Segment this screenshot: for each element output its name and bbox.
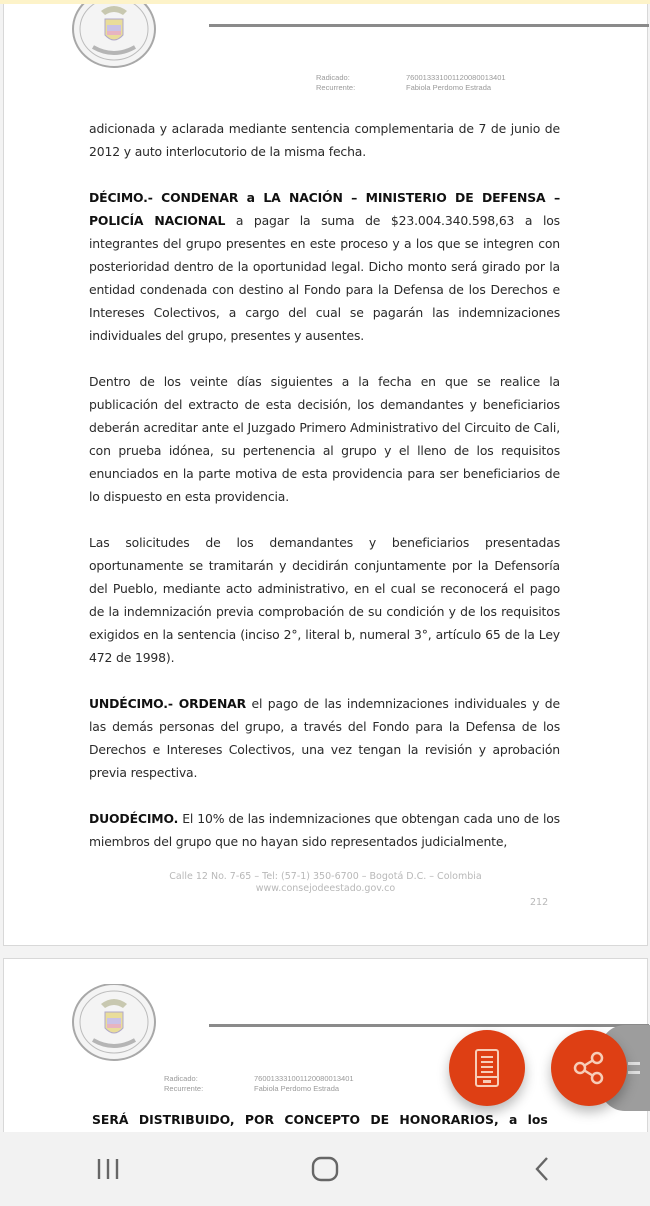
paragraph-heading: DUODÉCIMO. — [89, 811, 179, 826]
system-navigation-bar — [0, 1132, 650, 1206]
seal-logo — [71, 984, 157, 1064]
handle-grip-icon — [628, 1062, 640, 1065]
radicado-label: Radicado: — [316, 73, 350, 82]
page-number: 212 — [530, 897, 549, 908]
radicado-value: 760013331001120080013401 — [406, 73, 506, 82]
recent-apps-icon — [95, 1157, 121, 1181]
paragraph-duodecimo — [89, 807, 560, 853]
back-button[interactable] — [512, 1149, 572, 1189]
paragraph: adicionada y aclarada mediante sentencia complementaria de 7 de junio de 2012 y auto interlocutorio de la misma fecha. — [89, 121, 560, 159]
recurrente-value: Fabiola Perdomo Estrada — [254, 1084, 340, 1093]
paragraph-text: El 10% de las indemnizaciones que obtengan cada uno de los miembros del grupo que no hayan sido representados judicialmente, — [89, 811, 560, 849]
paragraph: Las solicitudes de los demandantes y beneficiarios presentadas oportunamente se tramitarán y decidirán conjuntamente por la Defensoría del Pueblo, mediante acto administrativo, en el cual se reconocerá el pago de la indemnización previa comprobación de su condición y de los requisitos exigidos en la sentencia (inciso 2°, literal b, numeral 3°, artículo 65 de la Ley 472 de 1998). — [89, 535, 560, 665]
share-icon — [571, 1050, 607, 1086]
paragraph-text: a pagar la suma de $23.004.340.598,63 a los integrantes del grupo presentes en este proceso y a los que se integren con posterioridad dentro de la oportunidad legal. Dicho monto será girado por la entidad condenada con destino al Fondo para la Defensa de los Derechos e Intereses Colectivos, a cargo del cual se pagarán las indemnizaciones individuales del grupo, presentes y ausentes. — [89, 213, 560, 343]
radicado-value: 760013331001120080013401 — [254, 1074, 354, 1083]
document-body — [89, 117, 560, 876]
header-rule — [209, 24, 649, 27]
radicado-label: Radicado: — [164, 1074, 198, 1083]
back-icon — [532, 1155, 552, 1183]
paragraph-heading: DÉCIMO.- CONDENAR a LA NACIÓN – MINISTERIO DE DEFENSA – POLICÍA NACIONAL — [89, 190, 560, 228]
footer-address: Calle 12 No. 7-65 – Tel: (57-1) 350-6700 – Bogotá D.C. – Colombia — [169, 871, 482, 882]
paragraph-undecimo — [89, 692, 560, 784]
next-page-text: SERÁ DISTRIBUIDO, POR CONCEPTO DE HONORARIOS, a los — [92, 1112, 548, 1127]
home-button[interactable] — [295, 1149, 355, 1189]
recurrente-label: Recurrente: — [164, 1084, 204, 1093]
header-rule — [209, 1024, 649, 1027]
share-button[interactable] — [551, 1030, 627, 1106]
paragraph-decimo — [89, 186, 560, 347]
status-strip — [0, 0, 650, 4]
paragraph-heading: UNDÉCIMO.- ORDENAR — [89, 696, 246, 711]
recurrente-value: Fabiola Perdomo Estrada — [406, 83, 492, 92]
footer-website: www.consejodeestado.gov.co — [255, 883, 396, 894]
recent-apps-button[interactable] — [78, 1149, 138, 1189]
case-header-next — [164, 1074, 354, 1094]
home-icon — [311, 1156, 339, 1182]
reader-mode-icon — [472, 1048, 502, 1088]
recurrente-label: Recurrente: — [316, 83, 356, 92]
reader-mode-button[interactable] — [449, 1030, 525, 1106]
paragraph: Dentro de los veinte días siguientes a la fecha en que se realice la publicación del extracto de esta decisión, los demandantes y beneficiarios deberán acreditar ante el Juzgado Primero Administrativo del Circuito de Cali, con prueba idónea, su pertenencia al grupo y el lleno de los requisitos enunciados en la parte motiva de esta providencia para ser beneficiarios de lo dispuesto en esta providencia. — [89, 374, 560, 504]
handle-grip-icon — [628, 1071, 640, 1074]
paragraph-text: el pago de las indemnizaciones individuales y de las demás personas del grupo, a través del Fondo para la Defensa de los Derechos e Intereses Colectivos, una vez tengan la revisión y aprobación previa respectiva. — [89, 696, 561, 780]
case-header — [316, 73, 506, 93]
seal-logo — [71, 0, 157, 71]
page-footer — [3, 871, 648, 895]
